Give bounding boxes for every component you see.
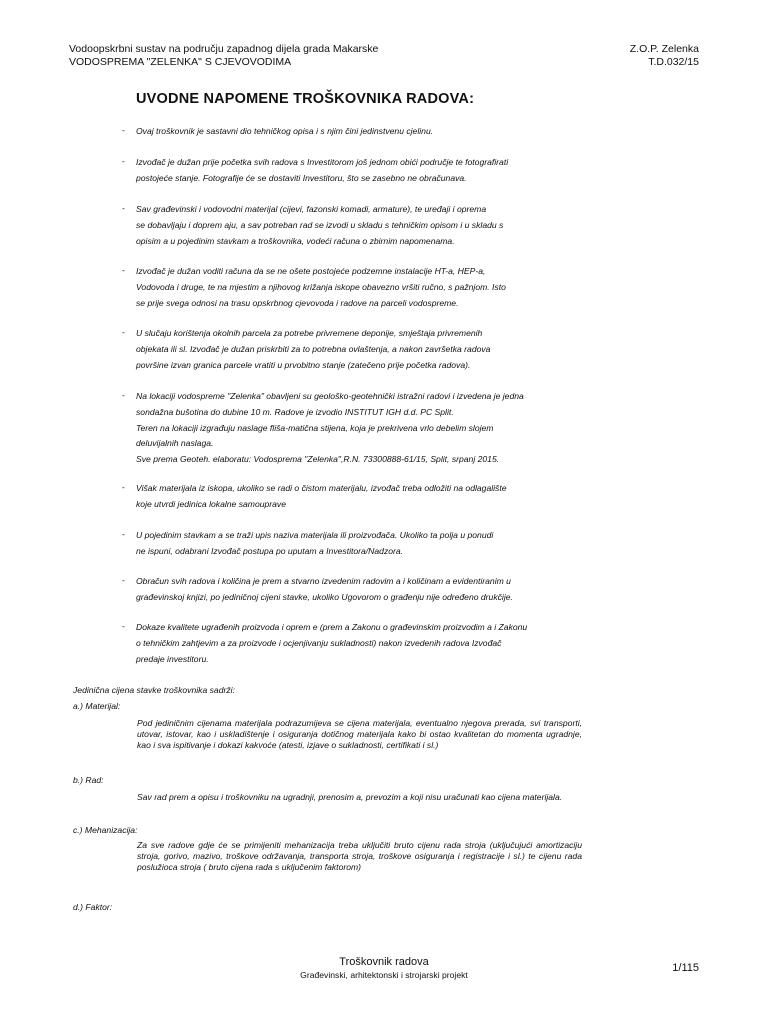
note-line: Dokaze kvalitete ugrađenih proizvoda i oprem e (prem a Zakonu o građevinskim proizvodim a i Zakonu (136, 622, 528, 632)
section-a-text: Pod jediničnim cijenama materijala podrazumijeva se cijena materijala, eventualno njegova prerada, svi transporti, utovar, istovar, kao i uskladištenje i osiguranja dotičnog materijala kako bi ostao kvalitetan do momenta ugradnje, kao i sva ispitivanje i dokazi kakvoće (atesti, izjave o sukladnosti, certifikati i sl.) (137, 718, 582, 750)
note-line: Teren na lokaciji izgrađuju naslage fliša-matična stijena, koja je prekrivena vrlo debelim slojem (136, 422, 494, 433)
page-header-right (630, 43, 699, 68)
section-c-heading: c.) Mehanizacija: (73, 825, 138, 835)
page-title: UVODNE NAPOMENE TROŠKOVNIKA RADOVA: (136, 91, 475, 107)
note-line: deluvijalnih naslaga. (136, 438, 214, 449)
header-object-name: VODOSPREMA "ZELENKA" S CJEVOVODIMA (69, 55, 292, 68)
note-item (122, 326, 490, 373)
note-line: objekata ili sl. Izvođač je dužan priskrbiti za to potrebna ovlaštenja, a nakon završetka radova (136, 343, 491, 354)
section-d-heading: d.) Faktor: (73, 902, 113, 912)
note-line: Sve prema Geoteh. elaboratu: Vodosprema "Zelenka",R.N. 73300888-61/15, Split, srpanj 2015. (136, 454, 500, 465)
note-line: ne ispuni, odabrani Izvođač postupa po uputam a Investitora/Nadzora. (136, 545, 404, 556)
note-dash: - (122, 327, 125, 337)
section-c-text: Za sve radove gdje će se primijeniti mehanizacija treba uključiti bruto cijenu rada stroja (uključujući amortizaciju stroja, gorivo, mazivo, troškove održavanja, transporta stroja, troškove osiguranja i registracije i sl.) te cijenu rada poslužioca stroja ( bruto cijena rada s uključenim faktorom) (137, 840, 582, 872)
note-line: Sav građevinski i vodovodni materijal (cijevi, fazonski komadi, armature), te uređaji i oprema (136, 204, 487, 214)
note-item (122, 155, 508, 187)
note-line: površine izvan granica parcele vratiti u prvobitno stanje (zatečeno prije početka radova). (136, 359, 471, 370)
note-dash: - (122, 482, 125, 492)
note-line: Na lokaciji vodospreme "Zelenka" obavljeni su geološko-geotehnički istražni radovi i izvedena je jedna (136, 391, 524, 401)
header-project-name: Vodoopskrbni sustav na području zapadnog dijela grada Makarske (69, 43, 379, 55)
header-doc-number: T.D.032/15 (648, 55, 699, 68)
note-line: predaje investitoru. (136, 653, 209, 664)
note-line: o tehničkim zahtjevim a za proizvode i ocjenjivanju sukladnosti) nakon izvedenih radova Izvođač (136, 637, 502, 648)
page-number: 1/115 (672, 962, 699, 974)
note-dash: - (122, 156, 125, 166)
section-b-text: Sav rad prem a opisu i troškovniku na ugradnji, prenosim a, prevozim a koji nisu uračunati kao cijena materijala. (137, 792, 563, 802)
section-b-heading: b.) Rad: (73, 775, 104, 785)
footer-subtitle: Građevinski, arhitektonski i strojarski projekt (300, 970, 468, 980)
note-dash: - (122, 575, 125, 585)
note-line: se prije svega odnosi na trasu opskrbnog cjevovoda i radove na parceli vodospreme. (136, 297, 459, 308)
header-company: Z.O.P. Zelenka (629, 43, 699, 55)
note-line: Obračun svih radova i količina je prem a stvarno izvedenim radovim a i količinam a evidentiranim u (136, 576, 511, 586)
note-line: koje utvrdi jedinica lokalne samouprave (136, 498, 286, 509)
price-intro: Jedinična cijena stavke troškovnika sadrži: (73, 685, 235, 695)
footer-title: Troškovnik radova (339, 956, 429, 968)
note-item (122, 389, 524, 468)
section-a-heading: a.) Materijal: (73, 701, 121, 711)
note-line: Višak materijala iz iskopa, ukoliko se radi o čistom materijalu, izvođač treba odložiti na odlagalište (136, 483, 507, 493)
note-item (122, 202, 503, 249)
note-line: Ovaj troškovnik je sastavni dio tehničkog opisa i s njim čini jedinstvenu cjelinu. (136, 126, 434, 136)
note-line: građevinskoj knjizi, po jediničnoj cijeni stavke, ukoliko Ugovorom o građenju nije određeno drukčije. (136, 591, 513, 602)
note-line: U pojedinim stavkam a se traži upis naziva materijala ili proizvođača. Ukoliko ta polja u ponudi (136, 530, 494, 540)
note-line: se dobavljaju i doprem aju, a sav potreban rad se izvodi u skladu s tehničkim opisom i u skladu s (136, 219, 504, 230)
note-line: Izvođač je dužan prije početka svih radova s Investitorom još jednom obići područje te fotografirati (136, 157, 509, 167)
note-dash: - (122, 125, 125, 135)
note-line: postojeće stanje. Fotografije će se dostaviti Investitoru, što se zasebno ne obračunava. (136, 172, 467, 183)
note-dash: - (122, 203, 125, 213)
note-dash: - (122, 621, 125, 631)
page-header-left (69, 43, 378, 68)
note-dash: - (122, 390, 125, 400)
note-line: opisim a u pojedinim stavkam a troškovnika, vodeći računa o zbirnim napomenama. (136, 235, 455, 246)
note-item (122, 574, 513, 606)
note-item (122, 528, 493, 560)
note-item (122, 620, 527, 667)
note-line: U slučaju korištenja okolnih parcela za potrebe privremene deponije, smještaja privremenih (136, 328, 483, 338)
note-item (122, 124, 433, 140)
note-line: Izvođač je dužan voditi računa da se ne ošete postojeće podzemne instalacije HT-a, HEP-a, (136, 266, 486, 276)
note-item (122, 264, 506, 311)
note-item (122, 481, 507, 513)
note-line: Vodovoda i druge, te na mjestim a njihovog križanja iskope obavezno vršiti ručno, s pažnjom. Isto (136, 281, 506, 292)
note-dash: - (122, 265, 125, 275)
note-line: sondažna bušotina do dubine 10 m. Radove je izvodio INSTITUT IGH d.d. PC Split. (136, 406, 454, 417)
note-dash: - (122, 529, 125, 539)
